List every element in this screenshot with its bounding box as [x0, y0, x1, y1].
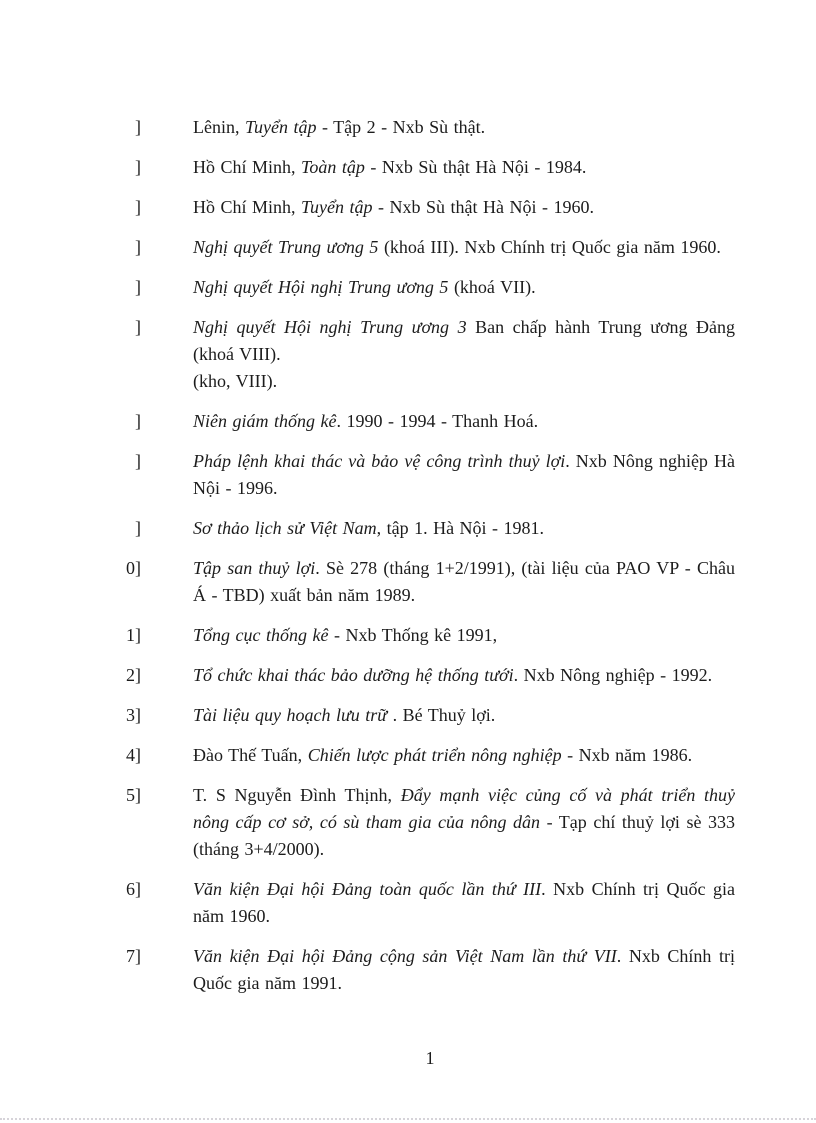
reference-text: [193, 782, 735, 863]
reference-marker: ]: [135, 411, 141, 431]
reference-plain-segment: - Nxb Sù thật Hà Nội - 1960.: [372, 197, 594, 217]
reference-text: [193, 314, 735, 395]
reference-plain-segment: - Nxb năm 1986.: [561, 745, 693, 765]
reference-marker: ]: [135, 197, 141, 217]
reference-plain-segment: (khoá VII).: [448, 277, 536, 297]
reference-entry: [125, 702, 735, 729]
reference-text: [193, 662, 735, 689]
reference-marker: ]: [135, 237, 141, 257]
reference-title-segment: Tập san thuỷ lợi: [193, 558, 316, 578]
reference-text: [193, 274, 735, 301]
reference-entry: [125, 555, 735, 609]
reference-marker: ]: [135, 277, 141, 297]
reference-entry: [125, 274, 735, 301]
reference-text: [193, 943, 735, 997]
reference-marker: 1]: [126, 625, 141, 645]
reference-marker: ]: [135, 157, 141, 177]
reference-plain-segment: - Nxb Thống kê 1991,: [328, 625, 498, 645]
reference-text: [193, 742, 735, 769]
reference-marker: ]: [135, 451, 141, 471]
reference-title-segment: Văn kiện Đại hội Đảng cộng sản Việt Nam lần thứ VII: [193, 946, 617, 966]
reference-title-segment: Chiến lược phát triển nông nghiệp: [307, 745, 562, 765]
reference-title-segment: Tổ chức khai thác bảo dưỡng hệ thống tưới: [193, 665, 514, 685]
reference-title-segment: Tổng cục thống kê: [193, 625, 329, 645]
reference-plain-segment: Hồ Chí Minh,: [193, 157, 302, 177]
reference-title-segment: Nghị quyết Trung ương 5: [193, 237, 379, 257]
reference-marker: ]: [135, 518, 141, 538]
reference-entry: [125, 782, 735, 863]
reference-title-segment: Tuyển tập: [245, 117, 317, 137]
reference-title-segment: Nghị quyết Hội nghị Trung ương 3: [193, 317, 467, 337]
reference-plain-segment: - Tập 2 - Nxb Sù thật.: [316, 117, 486, 137]
reference-plain-segment: T. S Nguyễn Đình Thịnh,: [193, 785, 401, 805]
reference-text: [193, 114, 735, 141]
reference-marker: 2]: [126, 665, 141, 685]
reference-entry: [125, 943, 735, 997]
reference-entry: [125, 314, 735, 395]
reference-plain-segment: . Nxb Chính trị Quốc gia năm 1960.: [193, 879, 735, 926]
reference-marker: 0]: [126, 558, 141, 578]
reference-entry: [125, 742, 735, 769]
reference-plain-segment: - Tạp chí thuỷ lợi sè 333 (tháng 3+4/2000).: [193, 812, 735, 859]
reference-plain-segment: - Nxb Sù thật Hà Nội - 1984.: [364, 157, 587, 177]
reference-plain-segment: . Nxb Nông nghiệp Hà Nội - 1996.: [193, 451, 735, 498]
reference-entry: [125, 876, 735, 930]
reference-text: [193, 448, 735, 502]
reference-plain-segment: (kho, VIII).: [193, 371, 278, 391]
reference-title-segment: Niên giám thống kê: [193, 411, 337, 431]
reference-entry: [125, 408, 735, 435]
reference-plain-segment: . Nxb Chính trị Quốc gia năm 1991.: [193, 946, 735, 993]
reference-plain-segment: Đào Thế Tuấn,: [193, 745, 308, 765]
reference-title-segment: Nghị quyết Hội nghị Trung ương 5: [193, 277, 449, 297]
page-number: 1: [425, 1048, 435, 1068]
reference-plain-segment: . 1990 - 1994 - Thanh Hoá.: [336, 411, 539, 431]
reference-title-segment: Tuyển tập: [301, 197, 373, 217]
reference-plain-segment: Hồ Chí Minh,: [193, 197, 302, 217]
reference-plain-segment: . Bé Thuỷ lợi.: [387, 705, 496, 725]
reference-marker: ]: [135, 317, 141, 337]
reference-entry: [125, 234, 735, 261]
reference-entry: [125, 515, 735, 542]
reference-marker: 5]: [126, 785, 141, 805]
reference-marker: ]: [135, 117, 141, 137]
reference-text: [193, 702, 735, 729]
reference-marker: 4]: [126, 745, 141, 765]
reference-entry: [125, 622, 735, 649]
reference-plain-segment: Ban chấp hành Trung ương Đảng (khoá VIII).: [193, 317, 735, 364]
reference-marker: 6]: [126, 879, 141, 899]
reference-text: [193, 622, 735, 649]
reference-text: [193, 234, 735, 261]
reference-plain-segment: . Sè 278 (tháng 1+2/1991), (tài liệu của PAO VP - Châu Á - TBD) xuất bản năm 1989.: [193, 558, 735, 605]
reference-text: [193, 876, 735, 930]
reference-title-segment: Đẩy mạnh việc củng cố và phát triển thuỷ nông cấp cơ sở, có sù tham gia của nông dân: [193, 785, 735, 832]
reference-text: [193, 154, 735, 181]
reference-plain-segment: , tập 1. Hà Nội - 1981.: [376, 518, 545, 538]
reference-entry: [125, 154, 735, 181]
reference-title-segment: Văn kiện Đại hội Đảng toàn quốc lần thứ III: [193, 879, 542, 899]
reference-plain-segment: Lênin,: [193, 117, 245, 137]
references-list: [125, 114, 735, 1010]
reference-plain-segment: (khoá III). Nxb Chính trị Quốc gia năm 1960.: [378, 237, 721, 257]
reference-text: [193, 515, 735, 542]
reference-entry: [125, 114, 735, 141]
reference-title-segment: Tài liệu quy hoạch lưu trữ: [193, 705, 388, 725]
reference-title-segment: Sơ thảo lịch sử Việt Nam: [193, 518, 377, 538]
reference-entry: [125, 194, 735, 221]
reference-entry: [125, 662, 735, 689]
page-bottom-dotted-divider: [0, 1118, 816, 1120]
reference-marker: 7]: [126, 946, 141, 966]
reference-text: [193, 194, 735, 221]
reference-marker: 3]: [126, 705, 141, 725]
reference-entry: [125, 448, 735, 502]
reference-title-segment: Toàn tập: [301, 157, 365, 177]
reference-text: [193, 555, 735, 609]
reference-title-segment: Pháp lệnh khai thác và bảo vệ công trình thuỷ lợi: [193, 451, 566, 471]
reference-plain-segment: . Nxb Nông nghiệp - 1992.: [513, 665, 713, 685]
reference-text: [193, 408, 735, 435]
